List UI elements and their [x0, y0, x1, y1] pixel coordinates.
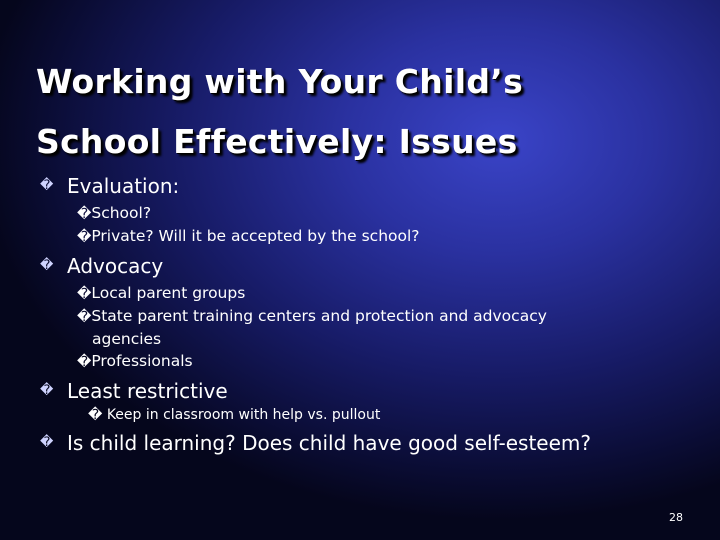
- sub-bullet-professionals: [77, 350, 680, 373]
- sub-bullet-marker-icon: �: [77, 354, 92, 370]
- bullet-label: Advocacy: [67, 254, 164, 278]
- sub-bullet-private: [77, 225, 680, 248]
- sub-bullet-marker-icon: �: [77, 206, 92, 222]
- bullet-label: Evaluation:: [67, 174, 180, 198]
- bullet-list: [40, 172, 680, 457]
- sub-bullet-label: Keep in classroom with help vs. pullout: [106, 407, 381, 423]
- sub-bullet-label: Private? Will it be accepted by the school?: [91, 227, 420, 245]
- sub-bullet-keep-in-classroom: [88, 405, 680, 425]
- bullet-is-child-learning: [40, 429, 680, 457]
- bullet-marker-icon: �: [40, 258, 54, 273]
- sub-bullet-school: [77, 202, 680, 225]
- bullet-label: Is child learning? Does child have good self-esteem?: [67, 431, 592, 455]
- sub-bullet-marker-icon: �: [88, 407, 103, 423]
- sub-bullet-marker-icon: �: [77, 309, 92, 325]
- sub-bullet-state-parent-training: [77, 305, 680, 350]
- title-line-2: School Effectively: Issues: [36, 122, 518, 161]
- sub-bullet-label: School?: [91, 204, 152, 222]
- sub-bullet-marker-icon: �: [77, 229, 92, 245]
- sub-bullet-local-parent-groups: [77, 282, 680, 305]
- bullet-least-restrictive: [40, 377, 680, 405]
- title-line-1: Working with Your Child’s: [36, 62, 524, 101]
- sub-bullet-continuation: agencies: [92, 330, 162, 348]
- sub-bullet-label: Local parent groups: [91, 284, 246, 302]
- bullet-marker-icon: �: [40, 383, 54, 398]
- sub-bullet-label: State parent training centers and protection and advocacy: [91, 307, 547, 325]
- slide-title: [36, 52, 676, 172]
- bullet-marker-icon: �: [40, 435, 54, 450]
- bullet-advocacy: [40, 252, 680, 280]
- sub-bullet-marker-icon: �: [77, 286, 92, 302]
- page-number: 28: [669, 511, 683, 524]
- bullet-label: Least restrictive: [67, 379, 228, 403]
- bullet-marker-icon: �: [40, 178, 54, 193]
- sub-bullet-label: Professionals: [91, 352, 193, 370]
- bullet-evaluation: [40, 172, 680, 200]
